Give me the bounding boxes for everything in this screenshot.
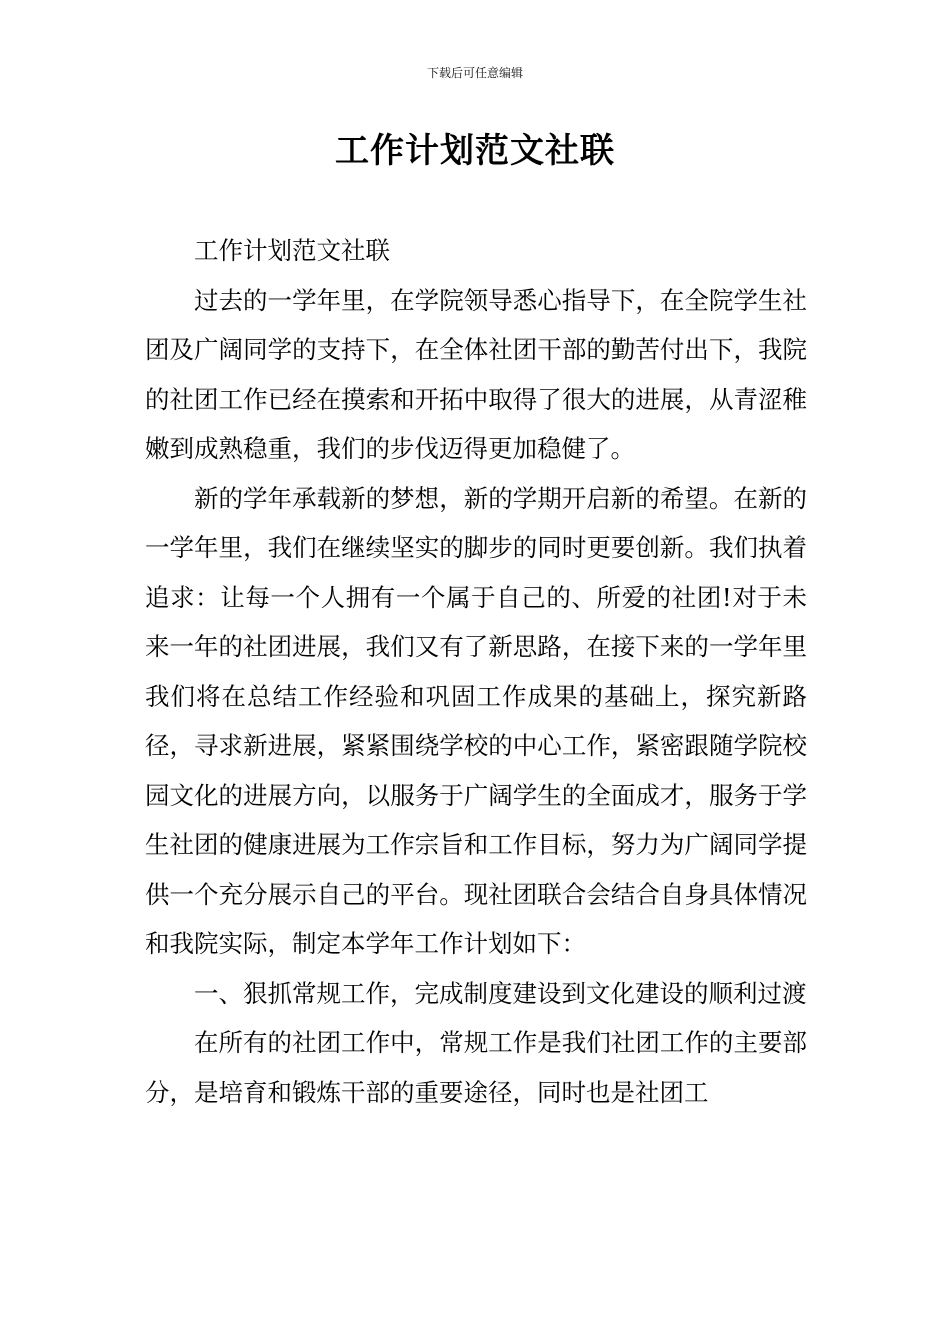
paragraph: 在所有的社团工作中，常规工作是我们社团工作的主要部分，是培育和锻炼干部的重要途径，同时也是社团工 xyxy=(145,1028,807,1107)
document-title: 工作计划范文社联 xyxy=(335,131,615,171)
paragraph: 过去的一学年里，在学院领导悉心指导下，在全院学生社团及广阔同学的支持下，在全体社团干部的勤苦付出下，我院的社团工作已经在摸索和开拓中取得了很大的进展，从青涩稚嫩到成熟稳重，我们的步伐迈得更加稳健了。 xyxy=(145,285,807,463)
section-heading: 一、狠抓常规工作，完成制度建设到文化建设的顺利过渡 xyxy=(194,978,807,1008)
paragraph: 新的学年承载新的梦想，新的学期开启新的希望。在新的一学年里，我们在继续坚实的脚步的同时更要创新。我们执着追求：让每一个人拥有一个属于自己的、所爱的社团!对于未来一年的社团进展，我们又有了新思路，在接下来的一学年里我们将在总结工作经验和巩固工作成果的基础上，探究新路径，寻求新进展，紧紧围绕学校的中心工作，紧密跟随学院校园文化的进展方向，以服务于广阔学生的全面成才，服务于学生社团的健康进展为工作宗旨和工作目标，努力为广阔同学提供一个充分展示自己的平台。现社团联合会结合自身具体情况和我院实际，制定本学年工作计划如下： xyxy=(145,483,807,958)
paragraph-subtitle: 工作计划范文社联 xyxy=(194,236,390,265)
document-body xyxy=(145,226,807,1117)
header-note: 下载后可任意编辑 xyxy=(426,66,523,80)
